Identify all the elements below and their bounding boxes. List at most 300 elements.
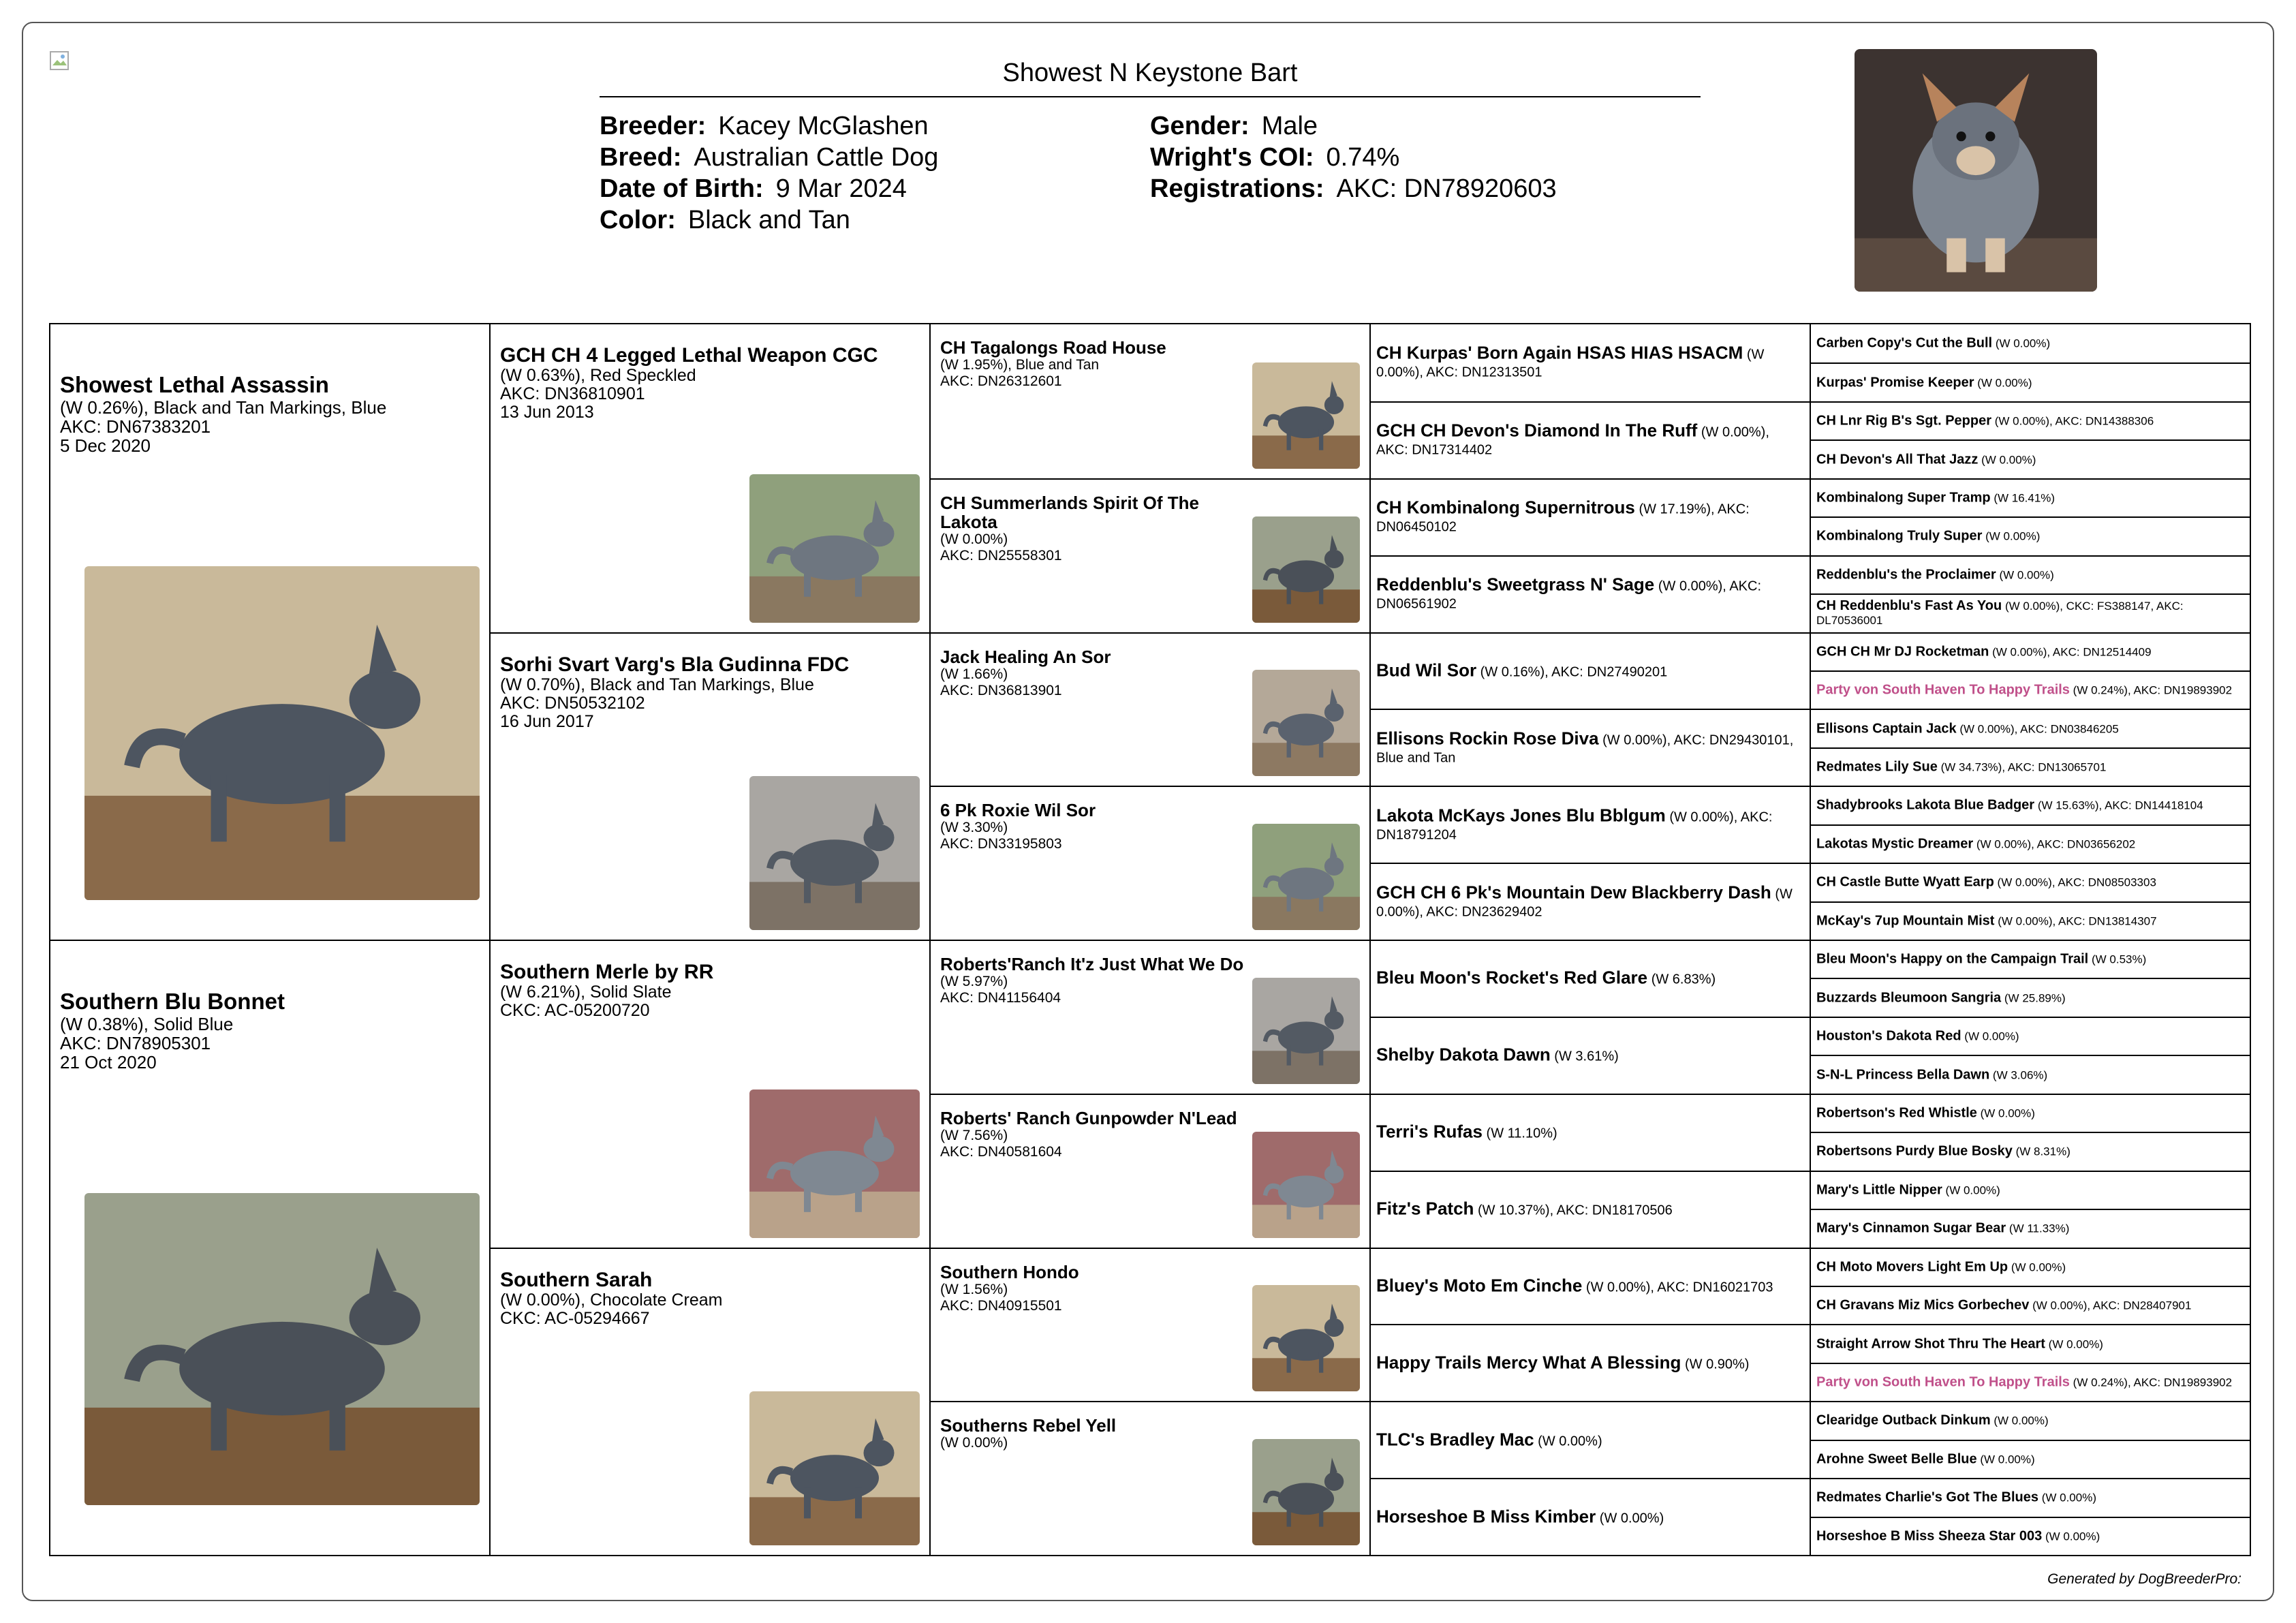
dog-name: Roberts' Ranch Gunpowder N'Lead bbox=[940, 1107, 1237, 1128]
pedigree-entry[interactable] bbox=[1811, 1324, 2250, 1362]
broken-image-icon bbox=[49, 50, 69, 71]
dog-name: Shelby Dakota Dawn bbox=[1376, 1044, 1551, 1065]
dog-details: (W 0.00%) bbox=[2048, 1338, 2103, 1351]
dog-photo bbox=[749, 1391, 920, 1545]
entry-text bbox=[1816, 1529, 2246, 1543]
entry-text bbox=[1376, 1276, 1803, 1296]
dog-name: Terri's Rufas bbox=[1376, 1121, 1483, 1142]
dog-name: Clearidge Outback Dinkum bbox=[1816, 1412, 1991, 1428]
dog-details: (W 0.00%) bbox=[2045, 1530, 2100, 1543]
entry-text bbox=[1816, 1337, 2246, 1351]
entry-text bbox=[1376, 806, 1803, 844]
pedigree-entry[interactable] bbox=[1811, 439, 2250, 478]
dog-details: (W 6.83%) bbox=[1651, 972, 1716, 987]
pedigree-entry[interactable] bbox=[1811, 1171, 2250, 1209]
entry-text bbox=[1816, 953, 2246, 967]
dog-details: (W 0.00%) bbox=[1538, 1434, 1602, 1449]
dog-name: Robertson's Red Whistle bbox=[1816, 1105, 1977, 1121]
dog-name: Showest Lethal Assassin bbox=[60, 372, 329, 397]
entry-text bbox=[940, 955, 1247, 1006]
pedigree-entry[interactable] bbox=[931, 478, 1369, 632]
registrations-value: AKC: DN78920603 bbox=[1336, 174, 1557, 203]
pedigree-entry[interactable] bbox=[1371, 1478, 1810, 1555]
subject-dog-photo bbox=[1855, 49, 2097, 292]
pedigree-entry[interactable] bbox=[931, 324, 1369, 478]
dog-details: (W 7.56%) bbox=[940, 1127, 1008, 1143]
dog-photo bbox=[749, 474, 920, 623]
generation-2-column bbox=[489, 324, 929, 1555]
dog-registration: AKC: DN33195803 bbox=[940, 836, 1062, 852]
entry-text bbox=[1816, 645, 2246, 659]
entry-text bbox=[940, 1416, 1247, 1451]
dog-details: (W 0.16%), AKC: DN27490201 bbox=[1480, 664, 1668, 680]
dog-details: (W 0.00%) bbox=[1599, 1511, 1664, 1526]
pedigree-entry[interactable] bbox=[491, 1248, 929, 1556]
dog-name: Horseshoe B Miss Kimber bbox=[1376, 1506, 1596, 1527]
dog-name: Southern Hondo bbox=[940, 1261, 1079, 1282]
dog-name: Southern Merle by RR bbox=[500, 961, 714, 983]
dog-details: (W 0.00%), AKC: DN03656202 bbox=[1976, 837, 2136, 851]
dog-details: (W 0.90%) bbox=[1684, 1357, 1750, 1372]
gender-row: Gender: Male bbox=[1150, 112, 1318, 140]
dog-name: CH Castle Butte Wyatt Earp bbox=[1816, 874, 1994, 890]
dog-name: Bluey's Moto Em Cinche bbox=[1376, 1275, 1583, 1296]
dog-details: (W 0.26%), Black and Tan Markings, Blue bbox=[60, 397, 387, 418]
dog-details: (W 11.33%) bbox=[2008, 1222, 2070, 1235]
entry-text bbox=[940, 647, 1247, 699]
entry-text bbox=[1816, 1068, 2246, 1082]
pedigree-entry[interactable] bbox=[1811, 786, 2250, 824]
dog-name: Party von South Haven To Happy Trails bbox=[1816, 682, 2070, 698]
pedigree-entry[interactable] bbox=[1811, 555, 2250, 593]
dog-photo bbox=[1252, 1439, 1360, 1545]
entry-text bbox=[1816, 760, 2246, 775]
pedigree-entry[interactable] bbox=[1811, 1017, 2250, 1055]
entry-text bbox=[1816, 799, 2246, 813]
entry-text bbox=[1816, 1376, 2246, 1390]
dog-name: Bud Wil Sor bbox=[1376, 660, 1477, 681]
entry-text bbox=[60, 989, 285, 1072]
pedigree-entry[interactable] bbox=[1811, 863, 2250, 901]
dog-details: (W 1.56%) bbox=[940, 1281, 1008, 1297]
dog-details: (W 0.00%) bbox=[1995, 337, 2051, 350]
pedigree-entry[interactable] bbox=[1371, 478, 1810, 555]
dog-details: (W 0.00%) bbox=[940, 1435, 1008, 1451]
pedigree-entry[interactable] bbox=[1811, 670, 2250, 709]
pedigree-entry[interactable] bbox=[1811, 1132, 2250, 1170]
footer-credit: Generated by DogBreederPro: bbox=[2047, 1571, 2241, 1587]
pedigree-entry[interactable] bbox=[1811, 709, 2250, 747]
pedigree-entry[interactable] bbox=[1811, 1517, 2250, 1555]
dog-details: (W 6.21%), Solid Slate bbox=[500, 983, 672, 1002]
entry-text bbox=[1376, 1200, 1803, 1220]
pedigree-entry[interactable] bbox=[1811, 1401, 2250, 1439]
pedigree-entry[interactable] bbox=[1811, 747, 2250, 786]
pedigree-entry[interactable] bbox=[1811, 1094, 2250, 1132]
entry-text bbox=[1376, 661, 1803, 681]
dog-name: Bleu Moon's Rocket's Red Glare bbox=[1376, 967, 1648, 988]
registrations-row: Registrations: AKC: DN78920603 bbox=[1150, 174, 1557, 203]
entry-text bbox=[1376, 969, 1803, 989]
dog-photo bbox=[1252, 978, 1360, 1084]
pedigree-entry[interactable] bbox=[1371, 1171, 1810, 1248]
dog-photo bbox=[1252, 670, 1360, 776]
entry-text bbox=[1376, 499, 1803, 536]
entry-text bbox=[1376, 1046, 1803, 1066]
dog-details: (W 34.73%), AKC: DN13065701 bbox=[1940, 760, 2107, 774]
dog-name: CH Summerlands Spirit Of The Lakota bbox=[940, 492, 1199, 532]
dog-photo bbox=[749, 1089, 920, 1238]
pedigree-entry[interactable] bbox=[931, 786, 1369, 940]
dog-details: (W 25.89%) bbox=[2004, 991, 2066, 1005]
pedigree-entry[interactable] bbox=[1371, 786, 1810, 863]
dog-birth-date: 5 Dec 2020 bbox=[60, 435, 151, 456]
dog-details: (W 0.00%), AKC: DN18791204 bbox=[1376, 809, 1773, 843]
breeder-row: Breeder: Kacey McGlashen bbox=[600, 112, 929, 140]
dog-photo bbox=[1252, 824, 1360, 930]
dog-details: (W 0.00%) bbox=[1985, 529, 2041, 543]
entry-text bbox=[1376, 1123, 1803, 1143]
pedigree-entry[interactable] bbox=[1811, 901, 2250, 940]
entry-text bbox=[500, 345, 920, 422]
dog-photo bbox=[1252, 1285, 1360, 1391]
dog-name: Mary's Cinnamon Sugar Bear bbox=[1816, 1220, 2006, 1236]
dog-name: CH Lnr Rig B's Sgt. Pepper bbox=[1816, 413, 1992, 429]
dog-name: Houston's Dakota Red bbox=[1816, 1028, 1961, 1044]
entry-text bbox=[1376, 729, 1803, 767]
dog-details: (W 0.00%) bbox=[2041, 1491, 2096, 1504]
pedigree-entry[interactable] bbox=[931, 940, 1369, 1094]
dog-name: Reddenblu's Sweetgrass N' Sage bbox=[1376, 574, 1655, 595]
dog-details: (W 0.00%) bbox=[1964, 1030, 2019, 1043]
dog-registration: AKC: DN50532102 bbox=[500, 693, 645, 713]
dog-details: (W 0.00%), AKC: DN08503303 bbox=[1997, 876, 2156, 889]
entry-text bbox=[1816, 1491, 2246, 1505]
breeder-value: Kacey McGlashen bbox=[718, 112, 929, 140]
dog-details: (W 5.97%) bbox=[940, 974, 1008, 989]
dog-details: (W 0.00%), AKC: DN23629402 bbox=[1376, 886, 1793, 920]
dog-name: GCH CH 4 Legged Lethal Weapon CGC bbox=[500, 344, 878, 367]
dog-photo bbox=[1252, 362, 1360, 469]
dog-details: (W 0.00%), AKC: DN29430101, Blue and Tan bbox=[1376, 732, 1794, 766]
dog-name: CH Moto Movers Light Em Up bbox=[1816, 1259, 2008, 1275]
entry-text bbox=[1816, 683, 2246, 698]
dog-name: Lakota McKays Jones Blu Bblgum bbox=[1376, 805, 1666, 826]
dog-details: (W 0.00%), AKC: DN14388306 bbox=[1994, 414, 2154, 428]
pedigree-entry[interactable] bbox=[1371, 324, 1810, 401]
pedigree-entry[interactable] bbox=[491, 324, 929, 632]
dog-registration: AKC: DN41156404 bbox=[940, 990, 1061, 1006]
dog-name: Shadybrooks Lakota Blue Badger bbox=[1816, 797, 2035, 813]
dog-details: (W 0.24%), AKC: DN19893902 bbox=[2073, 683, 2233, 697]
dog-details: (W 3.06%) bbox=[1992, 1068, 2048, 1082]
dog-name: Bleu Moon's Happy on the Campaign Trail bbox=[1816, 951, 2089, 967]
pedigree-entry[interactable] bbox=[1811, 1363, 2250, 1401]
dog-registration: CKC: AC-05200720 bbox=[500, 1001, 650, 1020]
dog-name: CH Tagalongs Road House bbox=[940, 337, 1166, 358]
dog-registration: AKC: DN25558301 bbox=[940, 547, 1062, 563]
dog-name: Happy Trails Mercy What A Blessing bbox=[1376, 1352, 1681, 1373]
entry-text bbox=[1816, 1414, 2246, 1428]
dob-value: 9 Mar 2024 bbox=[775, 174, 907, 203]
entry-text bbox=[940, 1263, 1247, 1314]
dog-details: (W 0.00%) bbox=[1980, 1107, 2035, 1120]
entry-text bbox=[1816, 914, 2246, 928]
entry-text bbox=[1816, 1222, 2246, 1236]
entry-text bbox=[1376, 883, 1803, 921]
dog-name: GCH CH Devon's Diamond In The Ruff bbox=[1376, 420, 1698, 441]
pedigree-entry[interactable] bbox=[1811, 1440, 2250, 1478]
dog-photo bbox=[84, 1193, 480, 1505]
subject-info-right bbox=[1150, 110, 1557, 204]
dog-name: Fitz's Patch bbox=[1376, 1198, 1474, 1219]
dog-name: Kurpas' Promise Keeper bbox=[1816, 375, 1974, 390]
gender-value: Male bbox=[1261, 112, 1318, 140]
coi-value: 0.74% bbox=[1326, 143, 1400, 172]
dog-details: (W 0.00%) bbox=[1980, 1453, 2035, 1466]
dog-photo bbox=[1252, 516, 1360, 623]
dog-registration: AKC: DN36810901 bbox=[500, 384, 645, 403]
dog-details: (W 0.00%) bbox=[940, 531, 1008, 547]
pedigree-entry[interactable] bbox=[1811, 1209, 2250, 1247]
entry-text bbox=[1816, 568, 2246, 582]
entry-text bbox=[1376, 1353, 1803, 1373]
dog-name: CH Gravans Miz Mics Gorbechev bbox=[1816, 1297, 2030, 1313]
dog-name: Buzzards Bleumoon Sangria bbox=[1816, 990, 2002, 1006]
entry-text bbox=[1816, 1183, 2246, 1197]
dog-birth-date: 21 Oct 2020 bbox=[60, 1052, 157, 1072]
dog-details: (W 0.00%) bbox=[2011, 1261, 2066, 1274]
dog-details: (W 15.63%), AKC: DN14418104 bbox=[2037, 799, 2203, 812]
dog-details: (W 3.30%) bbox=[940, 820, 1008, 836]
dog-details: (W 0.53%) bbox=[2091, 953, 2147, 966]
subject-info-left bbox=[600, 110, 938, 236]
dog-name: Ellisons Rockin Rose Diva bbox=[1376, 728, 1599, 749]
dog-name: Party von South Haven To Happy Trails bbox=[1816, 1374, 2070, 1390]
dog-details: (W 0.00%), AKC: DN06561902 bbox=[1376, 578, 1761, 612]
pedigree-entry[interactable] bbox=[1811, 1286, 2250, 1324]
entry-text bbox=[500, 961, 920, 1020]
pedigree-entry[interactable] bbox=[931, 1401, 1369, 1555]
dog-details: (W 0.63%), Red Speckled bbox=[500, 366, 696, 385]
dog-details: (W 0.00%), AKC: DN12313501 bbox=[1376, 347, 1765, 380]
dog-name: S-N-L Princess Bella Dawn bbox=[1816, 1067, 1990, 1083]
entry-text bbox=[940, 1109, 1247, 1160]
pedigree-entry[interactable] bbox=[1811, 516, 2250, 555]
dog-name: CH Kombinalong Supernitrous bbox=[1376, 497, 1635, 518]
pedigree-entry[interactable] bbox=[1811, 1055, 2250, 1093]
dog-details: (W 16.41%) bbox=[1994, 491, 2055, 505]
pedigree-entry[interactable] bbox=[50, 940, 489, 1555]
dog-details: (W 8.31%) bbox=[2015, 1145, 2070, 1158]
dog-name: Reddenblu's the Proclaimer bbox=[1816, 567, 1996, 583]
entry-text bbox=[1816, 1106, 2246, 1120]
dog-name: GCH CH 6 Pk's Mountain Dew Blackberry Dash bbox=[1376, 882, 1771, 903]
dog-registration: AKC: DN40581604 bbox=[940, 1143, 1062, 1160]
pedigree-entry[interactable] bbox=[1811, 1248, 2250, 1286]
dog-details: (W 10.37%), AKC: DN18170506 bbox=[1478, 1203, 1673, 1218]
dog-details: (W 0.00%), AKC: DN03846205 bbox=[1959, 722, 2119, 736]
dog-name: CH Kurpas' Born Again HSAS HIAS HSACM bbox=[1376, 342, 1743, 363]
dog-details: (W 0.00%) bbox=[1981, 453, 2036, 467]
pedigree-entry[interactable] bbox=[1811, 324, 2250, 362]
color-value: Black and Tan bbox=[687, 206, 850, 234]
pedigree-grid bbox=[49, 323, 2251, 1556]
dog-details: (W 3.61%) bbox=[1554, 1049, 1619, 1064]
entry-text bbox=[940, 801, 1247, 852]
dog-name: Horseshoe B Miss Sheeza Star 003 bbox=[1816, 1528, 2043, 1544]
dog-registration: AKC: DN67383201 bbox=[60, 416, 211, 437]
entry-text bbox=[940, 493, 1247, 564]
pedigree-entry[interactable] bbox=[1811, 362, 2250, 401]
entry-text bbox=[1816, 1260, 2246, 1274]
entry-text bbox=[1816, 722, 2246, 736]
dog-details: (W 11.10%) bbox=[1486, 1126, 1557, 1141]
dog-name: Robertsons Purdy Blue Bosky bbox=[1816, 1143, 2013, 1159]
dog-name: Redmates Lily Sue bbox=[1816, 759, 1938, 775]
pedigree-entry[interactable] bbox=[1371, 1401, 1810, 1478]
pedigree-entry[interactable] bbox=[1371, 1094, 1810, 1171]
entry-text bbox=[1816, 375, 2246, 390]
dog-name: Sorhi Svart Varg's Bla Gudinna FDC bbox=[500, 653, 850, 676]
dog-details: (W 0.00%), CKC: FS388147, AKC: DL70536001 bbox=[1816, 600, 2184, 628]
entry-text bbox=[500, 654, 920, 731]
pedigree-entry[interactable] bbox=[491, 632, 929, 940]
dog-name: Mary's Little Nipper bbox=[1816, 1182, 1942, 1198]
pedigree-entry[interactable] bbox=[1371, 632, 1810, 709]
entry-text bbox=[1816, 452, 2246, 467]
pedigree-entry[interactable] bbox=[931, 1248, 1369, 1402]
color-row: Color: Black and Tan bbox=[600, 206, 850, 234]
dog-details: (W 0.00%) bbox=[1977, 376, 2032, 390]
entry-text bbox=[1816, 991, 2246, 1005]
dog-registration: AKC: DN36813901 bbox=[940, 682, 1062, 698]
entry-text bbox=[1816, 1145, 2246, 1159]
dog-registration: CKC: AC-05294667 bbox=[500, 1308, 650, 1328]
pedigree-entry[interactable] bbox=[491, 940, 929, 1248]
entry-text bbox=[1816, 491, 2246, 505]
pedigree-title: Showest N Keystone Bart bbox=[600, 59, 1701, 97]
dog-details: (W 1.95%), Blue and Tan bbox=[940, 357, 1100, 373]
entry-text bbox=[1816, 414, 2246, 429]
entry-text bbox=[1816, 1030, 2246, 1044]
dog-name: Southerns Rebel Yell bbox=[940, 1415, 1117, 1436]
generation-3-column bbox=[929, 324, 1369, 1555]
dog-name: Jack Healing An Sor bbox=[940, 646, 1111, 667]
dog-details: (W 0.00%) bbox=[1945, 1184, 2000, 1197]
entry-text bbox=[1376, 1430, 1803, 1450]
dob-row: Date of Birth: 9 Mar 2024 bbox=[600, 174, 907, 203]
dog-name: Kombinalong Truly Super bbox=[1816, 528, 1983, 544]
entry-text bbox=[500, 1269, 920, 1328]
pedigree-entry[interactable] bbox=[50, 324, 489, 940]
dog-name: Carben Copy's Cut the Bull bbox=[1816, 335, 1993, 351]
pedigree-entry[interactable] bbox=[1371, 1324, 1810, 1401]
pedigree-entry[interactable] bbox=[1371, 1017, 1810, 1094]
dog-details: (W 0.70%), Black and Tan Markings, Blue bbox=[500, 675, 814, 694]
pedigree-entry[interactable] bbox=[931, 1094, 1369, 1248]
dog-name: CH Reddenblu's Fast As You bbox=[1816, 598, 2002, 614]
dog-registration: AKC: DN40915501 bbox=[940, 1297, 1062, 1314]
dog-registration: AKC: DN26312601 bbox=[940, 373, 1062, 389]
pedigree-entry[interactable] bbox=[1811, 478, 2250, 516]
entry-text bbox=[1816, 337, 2246, 351]
dog-name: Straight Arrow Shot Thru The Heart bbox=[1816, 1336, 2045, 1352]
generation-4-column bbox=[1369, 324, 1810, 1555]
dog-name: Ellisons Captain Jack bbox=[1816, 721, 1957, 737]
pedigree-entry[interactable] bbox=[1371, 401, 1810, 478]
pedigree-entry[interactable] bbox=[1811, 1478, 2250, 1516]
pedigree-entry[interactable] bbox=[931, 632, 1369, 786]
dog-name: TLC's Bradley Mac bbox=[1376, 1429, 1534, 1450]
entry-text bbox=[1816, 876, 2246, 890]
entry-text bbox=[1376, 576, 1803, 613]
breed-value: Australian Cattle Dog bbox=[694, 143, 939, 172]
breed-row: Breed: Australian Cattle Dog bbox=[600, 143, 939, 172]
dog-photo bbox=[1252, 1132, 1360, 1238]
pedigree-entry[interactable] bbox=[1811, 401, 2250, 439]
dog-details: (W 0.00%), AKC: DN13814307 bbox=[1998, 914, 2157, 928]
coi-row: Wright's COI: 0.74% bbox=[1150, 143, 1400, 172]
dog-details: (W 0.00%), AKC: DN28407901 bbox=[2032, 1299, 2192, 1312]
dog-name: Redmates Charlie's Got The Blues bbox=[1816, 1489, 2038, 1505]
dog-name: Kombinalong Super Tramp bbox=[1816, 490, 1991, 506]
generation-1-column bbox=[50, 324, 489, 1555]
dog-name: 6 Pk Roxie Wil Sor bbox=[940, 800, 1096, 821]
dog-name: Southern Sarah bbox=[500, 1268, 653, 1291]
pedigree-entry[interactable] bbox=[1811, 632, 2250, 670]
entry-text bbox=[1816, 529, 2246, 544]
dog-name: Lakotas Mystic Dreamer bbox=[1816, 836, 1974, 852]
dog-details: (W 0.00%), AKC: DN17314402 bbox=[1376, 424, 1769, 458]
dog-name: McKay's 7up Mountain Mist bbox=[1816, 913, 1995, 929]
entry-text bbox=[1816, 837, 2246, 851]
entry-text bbox=[1376, 422, 1803, 459]
entry-text bbox=[1376, 1507, 1803, 1527]
dog-details: (W 17.19%), AKC: DN06450102 bbox=[1376, 501, 1750, 535]
dog-name: GCH CH Mr DJ Rocketman bbox=[1816, 644, 1989, 660]
dog-name: Roberts'Ranch It'z Just What We Do bbox=[940, 954, 1244, 974]
entry-text bbox=[60, 372, 386, 455]
dog-registration: AKC: DN78905301 bbox=[60, 1033, 211, 1053]
pedigree-entry[interactable] bbox=[1371, 940, 1810, 1017]
dog-details: (W 0.00%), AKC: DN16021703 bbox=[1585, 1280, 1773, 1295]
entry-text bbox=[1816, 1299, 2246, 1313]
dog-details: (W 1.66%) bbox=[940, 666, 1008, 682]
entry-text bbox=[1816, 599, 2246, 628]
dog-details: (W 0.24%), AKC: DN19893902 bbox=[2073, 1376, 2233, 1389]
pedigree-entry[interactable] bbox=[1811, 593, 2250, 632]
dog-name: CH Devon's All That Jazz bbox=[1816, 452, 1979, 467]
pedigree-entry[interactable] bbox=[1811, 824, 2250, 863]
pedigree-entry[interactable] bbox=[1371, 1248, 1810, 1325]
pedigree-entry[interactable] bbox=[1371, 709, 1810, 786]
pedigree-entry[interactable] bbox=[1811, 940, 2250, 978]
dog-birth-date: 16 Jun 2017 bbox=[500, 711, 594, 731]
entry-text bbox=[940, 338, 1247, 390]
dog-photo bbox=[84, 566, 480, 900]
dog-details: (W 0.00%) bbox=[1999, 568, 2054, 582]
dog-details: (W 0.00%), AKC: DN12514409 bbox=[1992, 645, 2152, 659]
dog-name: Southern Blu Bonnet bbox=[60, 989, 285, 1014]
pedigree-entry[interactable] bbox=[1371, 863, 1810, 940]
generation-5-column bbox=[1810, 324, 2250, 1555]
pedigree-entry[interactable] bbox=[1811, 978, 2250, 1016]
entry-text bbox=[1376, 344, 1803, 382]
dog-details: (W 0.00%) bbox=[1994, 1414, 2049, 1427]
pedigree-entry[interactable] bbox=[1371, 555, 1810, 632]
dog-birth-date: 13 Jun 2013 bbox=[500, 403, 594, 422]
